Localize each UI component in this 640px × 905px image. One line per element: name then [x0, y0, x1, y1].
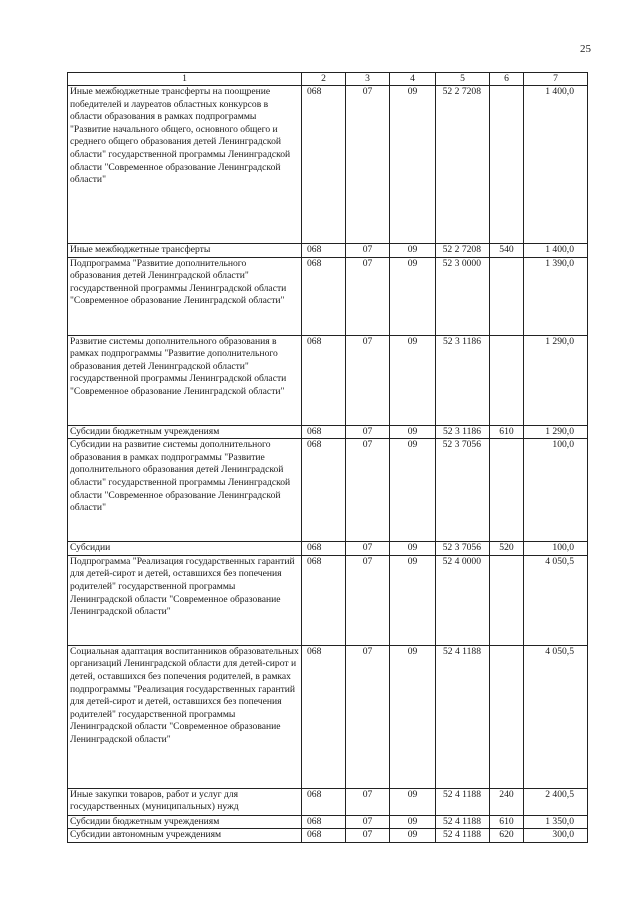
cell-vr [490, 335, 524, 425]
cell-ved: 068 [302, 788, 346, 815]
column-header: 7 [524, 73, 588, 86]
column-header: 2 [302, 73, 346, 86]
cell-ved: 068 [302, 645, 346, 788]
cell-csr: 52 3 7056 [436, 542, 490, 556]
cell-rz: 07 [346, 555, 390, 645]
cell-pr: 09 [390, 645, 436, 788]
cell-csr: 52 4 0000 [436, 555, 490, 645]
cell-rz: 07 [346, 542, 390, 556]
table-row [68, 86, 588, 244]
cell-vr: 240 [490, 788, 524, 815]
table-row [68, 542, 588, 556]
cell-ved: 068 [302, 542, 346, 556]
cell-vr: 620 [490, 829, 524, 843]
cell-vr: 520 [490, 542, 524, 556]
cell-name: Субсидии бюджетным учреждениям [68, 425, 302, 439]
cell-rz: 07 [346, 439, 390, 542]
cell-name: Субсидии бюджетным учреждениям [68, 815, 302, 829]
column-header: 4 [390, 73, 436, 86]
cell-sum: 1 350,0 [524, 815, 588, 829]
cell-pr: 09 [390, 788, 436, 815]
cell-ved: 068 [302, 86, 346, 244]
cell-name: Субсидии на развитие системы дополнительного образования в рамках подпрограммы "Развитие дополнительного образования детей Ленинградской области" государственной программы Ленинградской области "Современное образование Ленинградской области" [68, 439, 302, 542]
table-row [68, 555, 588, 645]
cell-ved: 068 [302, 257, 346, 335]
cell-sum: 2 400,5 [524, 788, 588, 815]
cell-pr: 09 [390, 439, 436, 542]
cell-pr: 09 [390, 542, 436, 556]
cell-name: Социальная адаптация воспитанников образовательных организаций Ленинградской области для детей-сирот и детей, оставшихся без попечения родителей, в рамках подпрограммы "Реализация государственных гарантий для детей-сирот и детей, оставшихся без попечения родителей" государственной программы Ленинградской области "Современное образование Ленинградской области" [68, 645, 302, 788]
cell-vr [490, 257, 524, 335]
cell-ved: 068 [302, 815, 346, 829]
cell-sum: 100,0 [524, 439, 588, 542]
cell-rz: 07 [346, 335, 390, 425]
cell-pr: 09 [390, 829, 436, 843]
table-row [68, 257, 588, 335]
column-header: 5 [436, 73, 490, 86]
cell-csr: 52 2 7208 [436, 86, 490, 244]
table-row [68, 335, 588, 425]
cell-vr [490, 645, 524, 788]
cell-vr: 540 [490, 244, 524, 258]
cell-pr: 09 [390, 244, 436, 258]
cell-sum: 1 400,0 [524, 86, 588, 244]
cell-rz: 07 [346, 425, 390, 439]
cell-ved: 068 [302, 555, 346, 645]
table-row [68, 645, 588, 788]
cell-name: Субсидии [68, 542, 302, 556]
cell-ved: 068 [302, 829, 346, 843]
cell-name: Подпрограмма "Реализация государственных гарантий для детей-сирот и детей, оставшихся без попечения родителей" государственной программы Ленинградской области "Современное образование Ленинградской области" [68, 555, 302, 645]
cell-ved: 068 [302, 244, 346, 258]
cell-rz: 07 [346, 645, 390, 788]
cell-rz: 07 [346, 244, 390, 258]
cell-sum: 100,0 [524, 542, 588, 556]
cell-name: Подпрограмма "Развитие дополнительного образования детей Ленинградской области" государственной программы Ленинградской области "Современное образование Ленинградской области" [68, 257, 302, 335]
cell-csr: 52 3 1186 [436, 335, 490, 425]
cell-pr: 09 [390, 257, 436, 335]
column-header: 6 [490, 73, 524, 86]
cell-pr: 09 [390, 335, 436, 425]
cell-rz: 07 [346, 86, 390, 244]
cell-sum: 1 390,0 [524, 257, 588, 335]
cell-rz: 07 [346, 815, 390, 829]
cell-vr [490, 86, 524, 244]
table-row [68, 788, 588, 815]
cell-name: Субсидии автономным учреждениям [68, 829, 302, 843]
table-row [68, 425, 588, 439]
table-row [68, 244, 588, 258]
cell-rz: 07 [346, 829, 390, 843]
cell-rz: 07 [346, 788, 390, 815]
cell-ved: 068 [302, 425, 346, 439]
table-row [68, 439, 588, 542]
cell-csr: 52 4 1188 [436, 788, 490, 815]
cell-csr: 52 4 1188 [436, 829, 490, 843]
cell-sum: 4 050,5 [524, 555, 588, 645]
cell-name: Иные закупки товаров, работ и услуг для государственных (муниципальных) нужд [68, 788, 302, 815]
cell-csr: 52 2 7208 [436, 244, 490, 258]
cell-csr: 52 3 1186 [436, 425, 490, 439]
cell-sum: 1 400,0 [524, 244, 588, 258]
column-header: 1 [68, 73, 302, 86]
cell-name: Развитие системы дополнительного образования в рамках подпрограммы "Развитие дополнительного образования детей Ленинградской области" государственной программы Ленинградской области "Современное образование Ленинградской области" [68, 335, 302, 425]
cell-name: Иные межбюджетные трансферты [68, 244, 302, 258]
table-row [68, 829, 588, 843]
cell-csr: 52 3 7056 [436, 439, 490, 542]
cell-pr: 09 [390, 425, 436, 439]
cell-csr: 52 4 1188 [436, 645, 490, 788]
cell-vr [490, 555, 524, 645]
table-row [68, 815, 588, 829]
cell-vr [490, 439, 524, 542]
cell-pr: 09 [390, 555, 436, 645]
cell-csr: 52 3 0000 [436, 257, 490, 335]
cell-rz: 07 [346, 257, 390, 335]
cell-ved: 068 [302, 335, 346, 425]
cell-vr: 610 [490, 815, 524, 829]
cell-csr: 52 4 1188 [436, 815, 490, 829]
cell-sum: 1 290,0 [524, 335, 588, 425]
cell-name: Иные межбюджетные трансферты на поощрение победителей и лауреатов областных конкурсов в области образования в рамках подпрограммы "Развитие начального общего, основного общего и среднего общего образования детей Ленинградской области" государственной программы Ленинградской области "Современное образование Ленинградской области" [68, 86, 302, 244]
cell-ved: 068 [302, 439, 346, 542]
cell-pr: 09 [390, 815, 436, 829]
cell-sum: 4 050,5 [524, 645, 588, 788]
cell-vr: 610 [490, 425, 524, 439]
cell-sum: 300,0 [524, 829, 588, 843]
table-header-row [68, 73, 588, 86]
column-header: 3 [346, 73, 390, 86]
cell-pr: 09 [390, 86, 436, 244]
cell-sum: 1 290,0 [524, 425, 588, 439]
budget-table [67, 72, 588, 843]
page-number: 25 [580, 43, 591, 55]
